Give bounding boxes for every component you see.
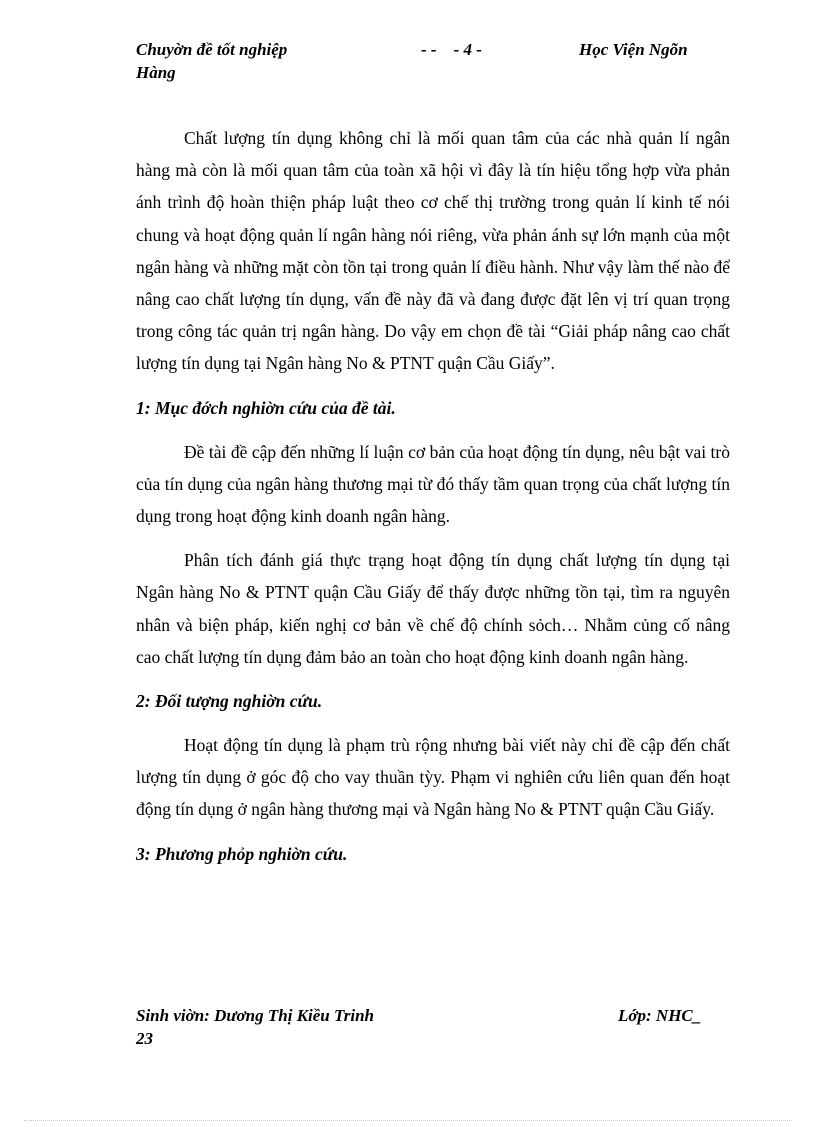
page-bottom-divider bbox=[24, 1120, 792, 1121]
header-thesis-title: Chuyờn đề tốt nghiệp bbox=[136, 40, 288, 59]
header-institution: Học Viện Ngõn bbox=[579, 40, 688, 59]
purpose-paragraph-1: Đề tài đề cập đến những lí luận cơ bản của hoạt động tín dụng, nêu bật vai trò của tín dụng của ngân hàng thương mại từ đó thấy tầm quan trọng của chất lượng tín dụng trong hoạt động kinh doanh ngân hàng. bbox=[136, 441, 730, 527]
document-body bbox=[136, 122, 730, 870]
page-footer bbox=[136, 1004, 736, 1050]
footer-class: Lớp: NHC_ bbox=[618, 1006, 702, 1025]
footer-class-continued: 23 bbox=[136, 1029, 153, 1048]
purpose-paragraph-2: Phân tích đánh giá thực trạng hoạt động tín dụng chất lượng tín dụng tại Ngân hàng No & PTNT quận Cầu Giấy để thấy được những tồn tại, tìm ra nguyên nhân và biện pháp, kiến nghị cơ bản về chế độ chính sỏch… Nhằm củng cố nâng cao chất lượng tín dụng đảm bảo an toàn cho hoạt động kinh doanh ngân hàng. bbox=[136, 550, 730, 667]
intro-paragraph: Chất lượng tín dụng không chỉ là mối quan tâm của các nhà quản lí ngân hàng mà còn là mối quan tâm của toàn xã hội vì đây là tín hiệu tổng hợp vừa phản ánh trình độ hoàn thiện pháp luật theo cơ chế thị trường trong quản lí kinh tế nói chung và hoạt động quản lí ngân hàng nói riêng, vừa phản ánh sự lớn mạnh của một ngân hàng và những mặt còn tồn tại trong quản lí điều hành. Như vậy làm thế nào để nâng cao chất lượng tín dụng, vấn đề này đã và đang được đặt lên vị trí quan trọng trong công tác quản trị ngân hàng. Do vậy em chọn đề tài “Giải pháp nâng cao chất lượng tín dụng tại Ngân hàng No & PTNT quận Cầu Giấy”. bbox=[136, 128, 730, 374]
section-heading-purpose: 1: Mục đớch nghiờn cứu của đề tài. bbox=[136, 397, 396, 418]
page-number: - - - 4 - bbox=[421, 40, 482, 59]
footer-student-name: Sinh viờn: Dương Thị Kiều Trinh bbox=[136, 1006, 375, 1025]
section-heading-method: 3: Phương phỏp nghiờn cứu. bbox=[136, 843, 348, 864]
page-header bbox=[136, 38, 736, 84]
section-heading-subject: 2: Đối tượng nghiờn cứu. bbox=[136, 691, 323, 712]
header-institution-continued: Hàng bbox=[136, 63, 176, 82]
subject-paragraph: Hoạt động tín dụng là phạm trù rộng nhưng bài viết này chỉ đề cập đến chất lượng tín dụng ở góc độ cho vay thuần tỳy. Phạm vi nghiên cứu liên quan đến hoạt động tín dụng ở ngân hàng thương mại và Ngân hàng No & PTNT quận Cầu Giấy. bbox=[136, 735, 730, 820]
